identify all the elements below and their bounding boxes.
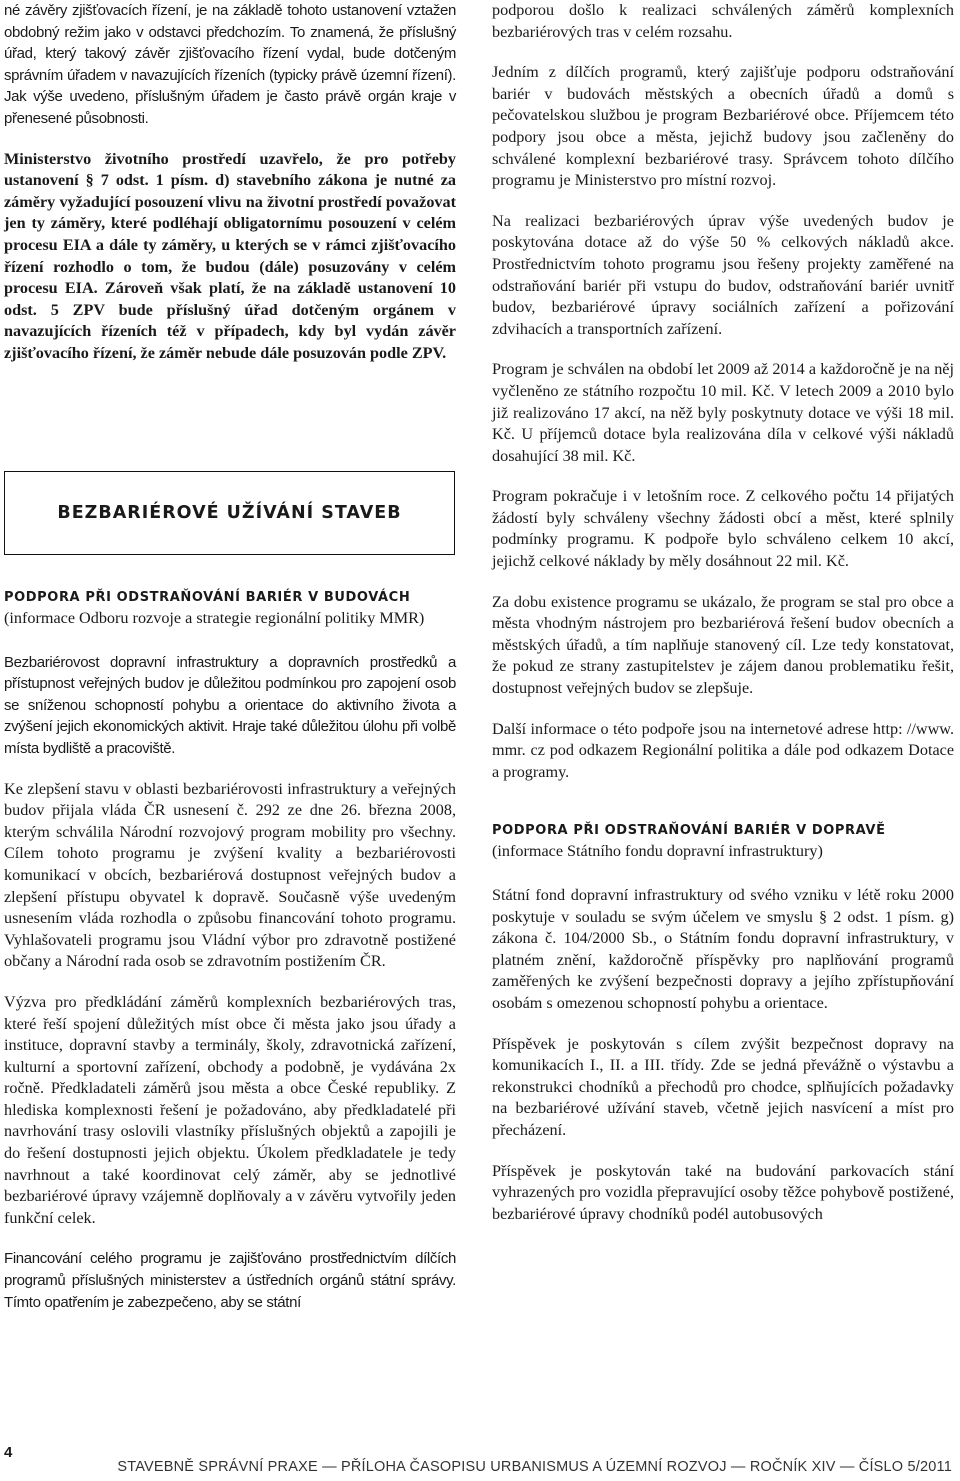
page-number: 4 bbox=[4, 1444, 13, 1461]
footer-title: STAVEBNĚ SPRÁVNÍ PRAXE — PŘÍLOHA ČASOPISU URBANISMUS A ÚZEMNÍ ROZVOJ — ROČNÍK XIV — ČÍSLO 5/2011 bbox=[117, 1459, 952, 1475]
section-heading-box bbox=[4, 471, 455, 555]
paragraph: Financování celého programu je zajišťováno prostřednictvím dílčích programů příslušných ministerstev a ústředních orgánů státní správy. Tímto opatřením je zabezpečeno, aby se státní bbox=[4, 1250, 456, 1311]
paragraph: Příspěvek je poskytován také na budování parkovacích stání vyhrazených pro vozidla přepravující osoby těžce pohybově postižené, bezbariérové úpravy chodníků podél autobusových bbox=[492, 1161, 954, 1223]
paragraph: Na realizaci bezbariérových úprav výše uvedených budov je poskytována dotace až do výše 50 % celkových nákladů akce. Prostřednictvím tohoto programu jsou řešeny projekty zaměřené na odstraňování bariér při vstupu do budov, odstraňování bariér uvnitř budov, bezbariérové úpravy sociálních zařízení a pořizování zdvihacích a transportních zařízení. bbox=[492, 211, 954, 338]
subsection-source-transport: (informace Státního fondu dopravní infrastruktury) bbox=[492, 842, 823, 861]
subsection-title-buildings: PODPORA PŘI ODSTRAŇOVÁNÍ BARIÉR V BUDOVÁCH bbox=[4, 590, 411, 605]
intro-paragraph: né závěry zjišťovacích řízení, je na základě tohoto ustanovení vztažen obdobný režim jako v odstavci předchozím. To znamená, že příslušný úřad, který takový závěr zjišťovacího řízení vydal, bude dotčeným správním úřadem v navazujících řízeních (typicky právě územní řízení). Jak výše uvedeno, příslušným úřadem je často právě orgán kraje v přenesené působnosti. bbox=[4, 2, 456, 127]
ministry-paragraph: Ministerstvo životního prostředí uzavřelo, že pro potřeby ustanovení § 7 odst. 1 písm. d) stavebního zákona je nutné za záměry vyžadující posouzení vlivu na životní prostředí považovat jen ty záměry, které podléhají obligatornímu posouzení v celém procesu EIA a dále ty záměry, u kterých se v rámci zjišťovacího řízení rozhodlo o tom, že budou (dále) posuzovány v celém procesu EIA. Zároveň však platí, že na základě ustanovení 10 odst. 5 ZPV bude příslušný úřad dotčeným orgánem v navazujících řízeních též v případech, kdy byl vydán závěr zjišťovacího řízení, že záměr nebude dále posuzován podle ZPV. bbox=[4, 149, 456, 362]
subsection-source-buildings: (informace Odboru rozvoje a strategie regionální politiky MMR) bbox=[4, 609, 425, 627]
paragraph: Za dobu existence programu se ukázalo, že program se stal pro obce a města vhodným nástrojem pro bezbariérová řešení budov obecních a městských úřadů, a tím naplňuje stanovený cíl. Lze tedy konstatovat, že pokud ze strany zastupitelstev je zájem danou problematiku řešit, dostupnost veřejných budov se zlepšuje. bbox=[492, 592, 954, 698]
right-column bbox=[492, 0, 954, 1225]
paragraph: Příspěvek je poskytován s cílem zvýšit bezpečnost dopravy na komunikacích I., II. a III. třídy. Zde se jedná převážně o výstavbu a rekonstrukci chodníků a přechodů pro chodce, splňujících požadavky na bezbariérové užívání staveb, včetně jejich nasvícení a míst pro přecházení. bbox=[492, 1034, 954, 1139]
paragraph: Program pokračuje i v letošním roce. Z celkového počtu 14 přijatých žádostí byly schváleny všechny žádosti obcí a měst, které splnily podmínky programu. K podpoře bylo schváleno celkem 10 akcí, jejichž celkové náklady by měly dosáhnout 22 mil. Kč. bbox=[492, 487, 954, 571]
paragraph: Bezbariérovost dopravní infrastruktury a dopravních prostředků a přístupnost veřejných budov je důležitou podmínkou pro zapojení osob se sníženou schopností pohybu a orientace do aktivního života a zvýšení jejich ekonomických aktivit. Hraje také důležitou úlohu při volbě místa bydliště a pracoviště. bbox=[4, 653, 456, 757]
paragraph: Výzva pro předkládání záměrů komplexních bezbariérových tras, které řeší spojení důležitých míst obce či města jako jsou úřady a instituce, dopravní stavby a terminály, školy, zdravotnická zařízení, kulturní a sportovní zařízení, obchody a podobně, je vydávána 2x ročně. Předkladateli záměrů jsou města a obce České republiky. Z hlediska komplexnosti řešení je požadováno, aby předkladatelé při navrhování trasy oslovili vlastníky příslušných objektů a zapojili je do řešení dostupnosti jejich objektu. Úkolem předkladatele je tedy navrhnout a také koordinovat celý záměr, aby se jednotlivé bezbariérové úpravy vzájemně doplňovaly a v závěru vytvořily jeden funkční celek. bbox=[4, 992, 456, 1227]
paragraph: Státní fond dopravní infrastruktury od svého vzniku v létě roku 2000 poskytuje v souladu se svým účelem ve smyslu § 2 odst. 1 písm. g) zákona č. 104/2000 Sb., o Státním fondu dopravní infrastruktury, v platném znění, každoročně příspěvky pro naplňování programů zaměřených ke zvýšení bezpečnosti dopravy a jejího zpřístupňování osobám s omezenou schopností pohybu a orientace. bbox=[492, 886, 954, 1012]
paragraph: Jedním z dílčích programů, který zajišťuje podporu odstraňování bariér v budovách městských a obecních úřadů a domů s pečovatelskou službou je program Bezbariérové obce. Příjemcem této podpory jsou obce a města, jejichž budovy jsou začleněny do schválené komplexní bezbariérové trasy. Správcem tohoto dílčího programu je Ministerstvo pro místní rozvoj. bbox=[492, 63, 954, 190]
running-footer bbox=[117, 1459, 952, 1475]
left-column bbox=[4, 0, 456, 365]
paragraph: Další informace o této podpoře jsou na internetové adrese http: //www. mmr. cz pod odkazem Regionální politika a dále pod odkazem Dotace a programy. bbox=[492, 719, 954, 781]
paragraph: Program je schválen na období let 2009 až 2014 a každoročně je na něj vyčleněno ze státního rozpočtu 10 mil. Kč. V letech 2009 a 2010 bylo již realizováno 17 akcí, na něž byly poskytnuty dotace ve výši 18 mil. Kč. U příjemců dotace byla realizována díla v celkové výši nákladů dosahující 38 mil. Kč. bbox=[492, 360, 954, 465]
paragraph: Ke zlepšení stavu v oblasti bezbariérovosti infrastruktury a veřejných budov přijala vláda ČR usnesení č. 292 ze dne 26. března 2008, kterým schválila Národní rozvojový program mobility pro všechny. Cílem tohoto programu je zvýšení kvality a bezbariérovosti komunikací v obcích, bezbariérová dostupnost veřejných budov a zlepšení přístupu obyvatel k dopravě. Současně výše uvedeným usnesením vláda rozhodla o způsobu financování tohoto programu. Vyhlašovateli programu jsou Vládní výbor pro zdravotně postižené občany a Národní rada osob se zdravotním postižením ČR. bbox=[4, 779, 456, 971]
section-title: BEZBARIÉROVÉ UŽÍVÁNÍ STAVEB bbox=[57, 503, 402, 523]
paragraph: podporou došlo k realizaci schválených záměrů komplexních bezbariérových tras v celém rozsahu. bbox=[492, 1, 954, 41]
left-column-lower bbox=[4, 588, 456, 1313]
subsection-title-transport: PODPORA PŘI ODSTRAŇOVÁNÍ BARIÉR V DOPRAVĚ bbox=[492, 823, 886, 839]
